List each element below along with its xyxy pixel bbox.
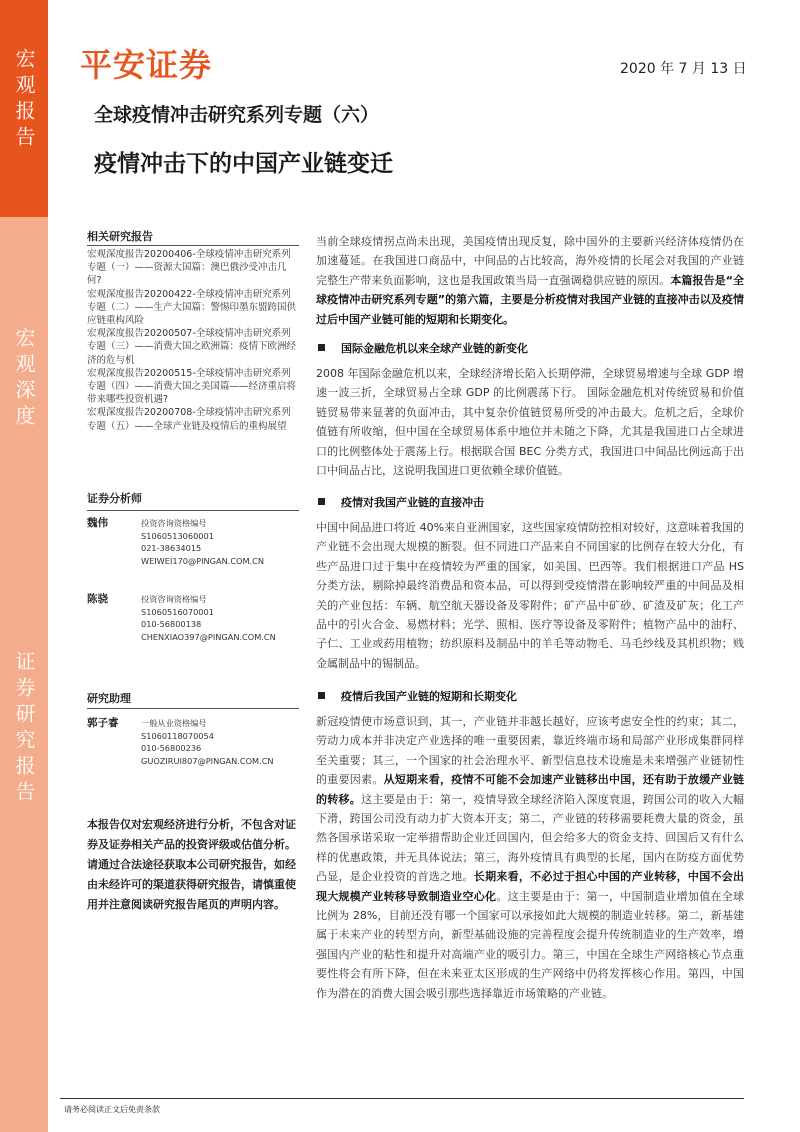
page-title: 疫情冲击下的中国产业链变迁 [94, 151, 393, 177]
section-text: 。这主要是由于：第一，中国制造业增加值在全球比例为 28%，目前还没有哪一个国家可以承接如此大规模的制造业转移。第二，新基建属于未来产业的转型方向，新型基础设施的完善程度会提升传统制造业的生产效率，增强国内产业的粘性和提升对高端产业的吸引力。第三，中国在全球生产网络核心节点重要性将会有所下降，但在未来亚太区形成的生产网络中仍将发挥核心作用。第四，中国作为潜在的消费大国会吸引那些选择靠近市场策略的产业链。 [316, 889, 745, 1000]
assistant-name: 郭子睿 [87, 717, 119, 729]
footer-divider [60, 1098, 744, 1099]
series-title: 全球疫情冲击研究系列专题（六） [94, 104, 380, 126]
section-title: 国际金融危机以来全球产业链的新变化 [341, 342, 528, 355]
related-report-item[interactable]: 宏观深度报告20200422-全球疫情冲击研究系列专题（二）——生产大国篇：警惕印墨东盟跨国供应链重构风险 [87, 288, 297, 327]
section-title: 疫情后我国产业链的短期和长期变化 [341, 690, 517, 703]
email-link[interactable]: CHENXIAO397@PINGAN.COM.CN [141, 631, 276, 642]
square-bullet-icon [318, 692, 325, 699]
analyst-info [141, 517, 311, 567]
section-bold-text: 长期来看，不必过于担心中国的产业转移，中国不会出现大规模产业转移导致制造业空心化 [316, 870, 745, 903]
related-reports-list [87, 248, 299, 433]
sidebar-band-report-type [0, 0, 48, 217]
footer-note: 请务必阅读正文后免责条款 [64, 1105, 160, 1114]
sidebar-band-research [0, 635, 48, 1132]
divider [87, 510, 299, 511]
phone: 010-56800138 [141, 619, 202, 630]
email-link[interactable]: WEIWEI170@PINGAN.COM.CN [141, 555, 265, 566]
section-bold-text: 从短期来看，疫情不可能不会加速产业链移出中国，还有助于放缓产业链的转移。 [316, 773, 745, 806]
square-bullet-icon [318, 498, 325, 505]
section-heading [316, 688, 517, 704]
license-number: S1060516070001 [141, 606, 214, 617]
license-label: 投资咨询资格编号 [141, 518, 207, 528]
disclaimer [87, 815, 299, 915]
section-text: 新冠疫情使市场意识到，其一，产业链并非越长越好，应该考虑安全性的约束；其二，劳动力成本并非决定产业选择的唯一重要因素，靠近终端市场和局部产业形成集群同样至关重要；其三，一个国家的社会治理水平、新型信息技术设施是未来增强产业链韧性的重要因素。 [316, 715, 744, 787]
company-logo: 平安证券 [80, 46, 213, 84]
divider [87, 708, 299, 709]
section-paragraph [316, 518, 744, 673]
intro-paragraph [316, 232, 744, 329]
phone: 021-38634015 [141, 543, 202, 554]
analyst-info [141, 593, 311, 643]
section-text: 中国中间品进口将近 40%来自亚洲国家，这些国家疫情防控相对较好，这意味着我国的产业链不会出现大规模的断裂。但不同进口产品来自不同国家的比例存在较大分化，有些产品进口过于集中在疫情较为严重的国家，如美国、巴西等。我们根据进口产品 HS 分类方法，剔除掉最终消费品和资本品，可以得到受疫情潜在影响较严重的中间品及相关的产业包括：车辆、航空航天器设备及零附件；矿产品中矿砂、矿渣及矿灰；化工产品中的引火合金、易燃材料；光学、照相、医疗等设备及零附件；植物产品中的油籽、子仁、工业或药用植物；纺织原料及制品中的羊毛等动物毛、马毛纱线及其机织物；贱金属制品中的锡制品。 [316, 521, 744, 670]
related-report-item[interactable]: 宏观深度报告20200708-全球疫情冲击研究系列专题（五）——全球产业链及疫情后的重构展望 [87, 407, 291, 432]
phone: 010-56800236 [141, 743, 202, 754]
report-date: 2020 年 7 月 13 日 [620, 61, 747, 77]
email-link[interactable]: GUOZIRUI807@PINGAN.COM.CN [141, 755, 274, 766]
related-report-item[interactable]: 宏观深度报告20200507-全球疫情冲击研究系列专题（三）——消费大国之欧洲篇：疫情下欧洲经济的危与机 [87, 328, 297, 366]
square-bullet-icon [318, 344, 325, 351]
section-title: 疫情对我国产业链的直接冲击 [341, 496, 484, 509]
analyst-name: 魏伟 [87, 517, 108, 529]
analysts-header [87, 490, 299, 506]
intro-text: 当前全球疫情拐点尚未出现，美国疫情出现反复，除中国外的主要新兴经济体疫情仍在加速蔓延。在我国进口商品中，中间品的占比较高，海外疫情的长尾会对我国的产业链完整生产带来负面影响，这也是我国政策当局一直强调稳供应链的原因。 [316, 235, 744, 287]
sidebar-band-depth-label: 宏观深度 [12, 327, 36, 431]
intro-bold-text: 本篇报告是“全球疫情冲击研究系列专题”的第六篇，主要是分析疫情对我国产业链的直接冲击以及疫情过后中国产业链可能的短期和长期变化。 [316, 273, 744, 326]
section-paragraph [316, 712, 744, 1003]
analyst-name: 陈骁 [87, 593, 108, 605]
related-reports-heading: 相关研究报告 [87, 230, 153, 243]
sidebar-band-depth [0, 217, 48, 635]
related-report-item[interactable]: 宏观深度报告20200406-全球疫情冲击研究系列专题（一）——资源大国篇：澳巴俄沙受冲击几何? [87, 249, 291, 287]
section-text: 这主要是由于：第一，疫情导致全球经济陷入深度衰退，跨国公司的收入大幅下滑，跨国公司没有动力扩大资本开支；第二，产业链的转移需要耗费大量的资金，虽然各国承诺采取一定举措帮助企业迁回国内，但会给多大的资金支持、回国后又有什么样的优惠政策，并无具体说法；第三，海外疫情具有典型的长尾，国内在防疫方面优势凸显，是企业投资的首选之地。 [316, 792, 745, 884]
section-heading [316, 494, 484, 510]
license-number: S1060513060001 [141, 530, 214, 541]
sidebar-band-report-type-label: 宏观报告 [12, 48, 36, 152]
assistant-info [141, 717, 311, 767]
assistant-heading: 研究助理 [87, 692, 131, 705]
disclaimer-scope: 本报告仅对宏观经济进行分析，不包含对证券及证券相关产品的投资评级或估值分析。 [87, 818, 296, 851]
section-heading [316, 340, 528, 356]
section-text: 2008 年国际金融危机以来，全球经济增长陷入长期停滞，全球贸易增速与全球 GDP 增速一波三折，全球贸易占全球 GDP 的比例震荡下行。 国际金融危机对传统贸易和价值链贸易带来显著的负面冲击，其中复杂价值链贸易所受的冲击最大。危机之后，全球价值链有所收缩，但中国在全球贸易体系中地位并未随之下降，尤其是我国进口占全球进口的比例整体处于震荡上行。根据联合国 BEC 分类方式，我国进口中间品比例远高于出口中间品占比，这说明我国进口更依赖全球价值链。 [316, 367, 744, 478]
license-number: S1060118070054 [141, 730, 214, 741]
related-report-item[interactable]: 宏观深度报告20200515-全球疫情冲击研究系列专题（四）——消费大国之美国篇——经济重启将带来哪些投资机遇? [87, 367, 297, 406]
divider [87, 245, 299, 246]
related-reports-header [87, 228, 299, 244]
section-paragraph [316, 364, 744, 480]
license-label: 投资咨询资格编号 [141, 594, 207, 604]
license-label: 一般从业资格编号 [141, 718, 207, 728]
sidebar-band-research-label: 证券研究报告 [12, 651, 36, 807]
disclaimer-usage: 请通过合法途径获取本公司研究报告，如经由未经许可的渠道获得研究报告，请慎重使用并注意阅读研究报告尾页的声明内容。 [87, 858, 296, 911]
assistant-header [87, 690, 299, 706]
analysts-heading: 证券分析师 [87, 492, 142, 505]
